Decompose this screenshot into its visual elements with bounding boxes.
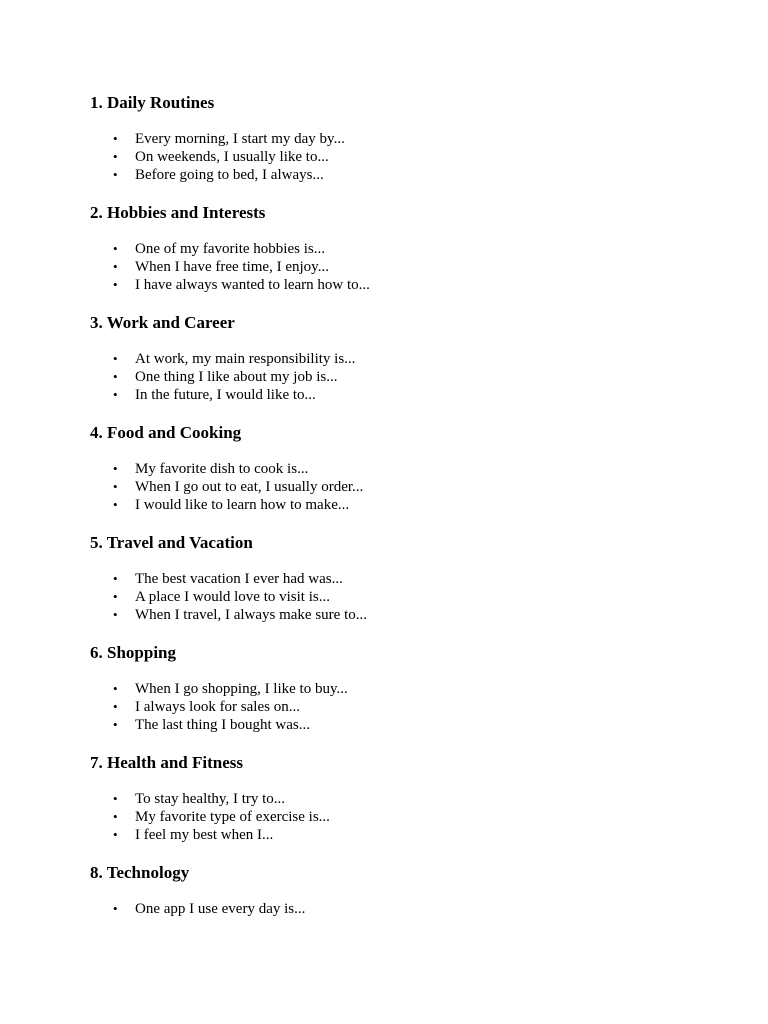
bullet-list: [90, 680, 690, 734]
bullet-icon: •: [113, 791, 118, 806]
list-item: [90, 350, 690, 368]
bullet-icon: •: [113, 589, 118, 604]
list-item: [90, 130, 690, 148]
list-item: [90, 368, 690, 386]
list-item: [90, 166, 690, 184]
section-health-and-fitness: [90, 753, 690, 863]
list-item-text: When I have free time, I enjoy...: [135, 259, 329, 275]
bullet-icon: •: [113, 241, 118, 256]
bullet-list: [90, 350, 690, 404]
list-item-text: One of my favorite hobbies is...: [135, 241, 325, 257]
bullet-icon: •: [113, 167, 118, 182]
list-item: [90, 900, 690, 918]
bullet-icon: •: [113, 699, 118, 714]
list-item-text: One app I use every day is...: [135, 901, 306, 917]
bullet-icon: •: [113, 149, 118, 164]
list-item: [90, 496, 690, 514]
section-hobbies-and-interests: [90, 203, 690, 313]
bullet-icon: •: [113, 351, 118, 366]
bullet-list: [90, 570, 690, 624]
section-heading: 1. Daily Routines: [90, 93, 215, 112]
bullet-icon: •: [113, 497, 118, 512]
bullet-icon: •: [113, 681, 118, 696]
list-item: [90, 570, 690, 588]
list-item-text: When I go shopping, I like to buy...: [135, 681, 348, 697]
bullet-icon: •: [113, 369, 118, 384]
list-item: [90, 680, 690, 698]
section-heading: 7. Health and Fitness: [90, 753, 244, 772]
section-travel-and-vacation: [90, 533, 690, 643]
list-item-text: My favorite dish to cook is...: [135, 461, 309, 477]
bullet-icon: •: [113, 827, 118, 842]
list-item: [90, 386, 690, 404]
list-item-text: A place I would love to visit is...: [135, 589, 330, 605]
list-item-text: I always look for sales on...: [135, 699, 300, 715]
bullet-icon: •: [113, 571, 118, 586]
list-item: [90, 826, 690, 844]
list-item-text: I have always wanted to learn how to...: [135, 277, 370, 293]
section-heading: 3. Work and Career: [90, 313, 235, 332]
bullet-icon: •: [113, 607, 118, 622]
document-body: [90, 93, 690, 973]
bullet-icon: •: [113, 901, 118, 916]
section-technology: [90, 863, 690, 973]
list-item-text: When I travel, I always make sure to...: [135, 607, 367, 623]
bullet-icon: •: [113, 277, 118, 292]
section-heading: 5. Travel and Vacation: [90, 533, 253, 552]
bullet-icon: •: [113, 479, 118, 494]
list-item-text: One thing I like about my job is...: [135, 369, 338, 385]
section-food-and-cooking: [90, 423, 690, 533]
list-item-text: I feel my best when I...: [135, 827, 274, 843]
list-item-text: Every morning, I start my day by...: [135, 131, 345, 147]
section-heading: 8. Technology: [90, 863, 190, 882]
bullet-icon: •: [113, 131, 118, 146]
list-item-text: My favorite type of exercise is...: [135, 809, 330, 825]
list-item: [90, 606, 690, 624]
list-item: [90, 808, 690, 826]
list-item: [90, 588, 690, 606]
list-item-text: When I go out to eat, I usually order...: [135, 479, 364, 495]
bullet-list: [90, 130, 690, 184]
list-item-text: On weekends, I usually like to...: [135, 149, 329, 165]
bullet-icon: •: [113, 461, 118, 476]
section-heading: 2. Hobbies and Interests: [90, 203, 266, 222]
list-item: [90, 460, 690, 478]
list-item: [90, 148, 690, 166]
section-shopping: [90, 643, 690, 753]
list-item-text: The last thing I bought was...: [135, 717, 310, 733]
section-daily-routines: [90, 93, 690, 203]
list-item: [90, 478, 690, 496]
list-item: [90, 698, 690, 716]
list-item-text: The best vacation I ever had was...: [135, 571, 343, 587]
list-item: [90, 790, 690, 808]
bullet-icon: •: [113, 387, 118, 402]
list-item: [90, 716, 690, 734]
bullet-list: [90, 240, 690, 294]
list-item-text: At work, my main responsibility is...: [135, 351, 356, 367]
bullet-list: [90, 460, 690, 514]
bullet-icon: •: [113, 259, 118, 274]
list-item-text: Before going to bed, I always...: [135, 167, 324, 183]
list-item-text: In the future, I would like to...: [135, 387, 316, 403]
bullet-list: [90, 790, 690, 844]
list-item: [90, 240, 690, 258]
bullet-icon: •: [113, 809, 118, 824]
section-work-and-career: [90, 313, 690, 423]
section-heading: 6. Shopping: [90, 643, 176, 662]
list-item-text: To stay healthy, I try to...: [135, 791, 286, 807]
list-item: [90, 276, 690, 294]
list-item: [90, 258, 690, 276]
section-heading: 4. Food and Cooking: [90, 423, 242, 442]
bullet-icon: •: [113, 717, 118, 732]
list-item-text: I would like to learn how to make...: [135, 497, 350, 513]
bullet-list: [90, 900, 690, 918]
